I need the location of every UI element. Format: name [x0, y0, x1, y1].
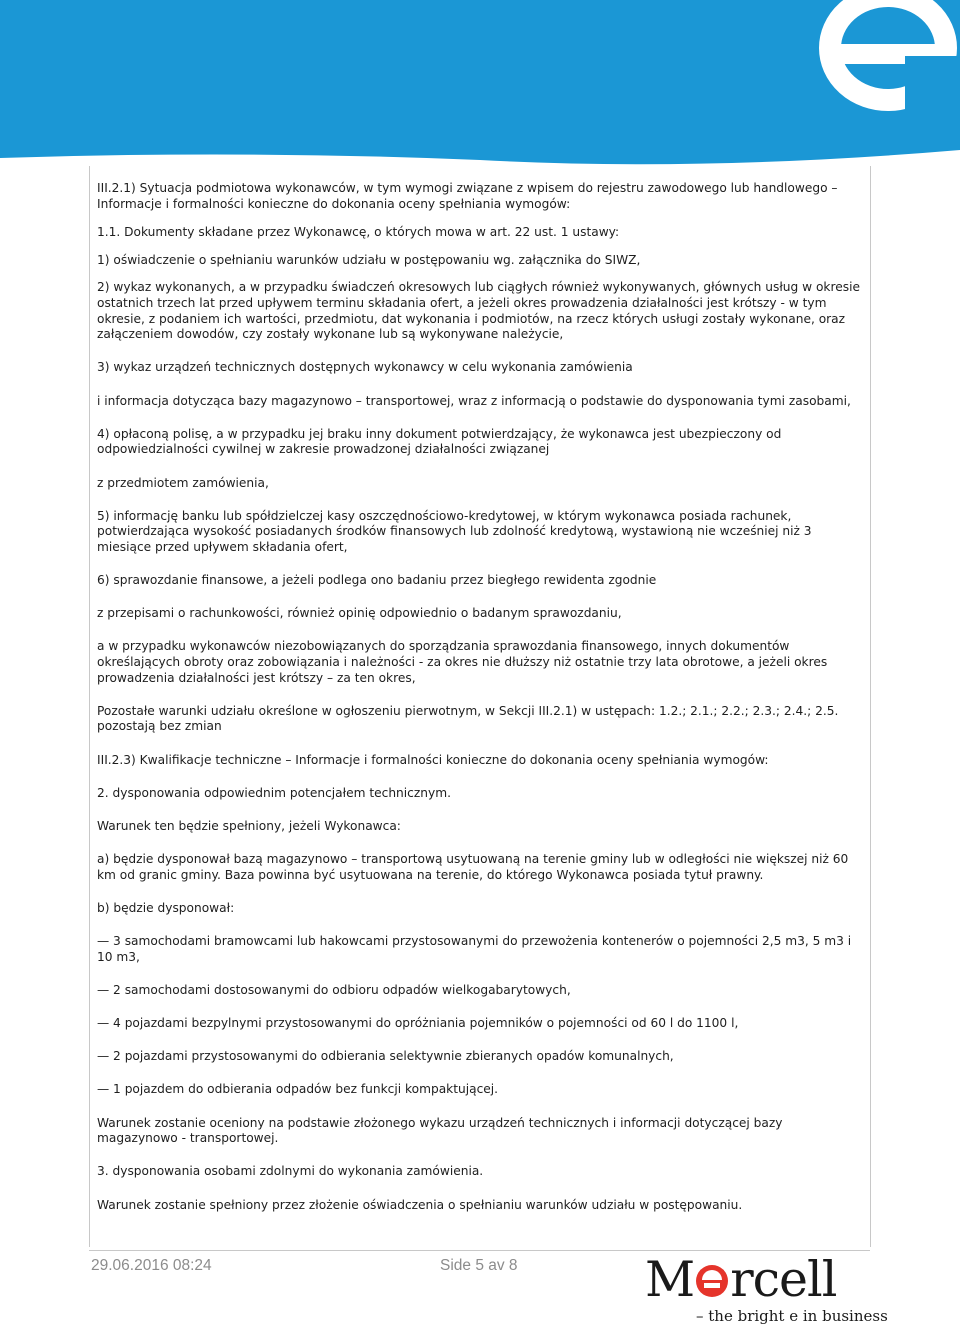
paragraph: Warunek zostanie spełniony przez złożenie oświadczenia o spełnianiu warunków udziału w postępowaniu.	[97, 1197, 743, 1212]
logo-text-right: rcell	[730, 1251, 837, 1308]
paragraph: a w przypadku wykonawców niezobowiązanych do sporządzania sprawozdania finansowego, innych dokumentów określających obroty oraz zobowiązania i należności - za okres nie dłuższy niż ostatnie trzy lata obrotowe, a jeżeli okres prowadzenia działalności jest krótszy – za ten okres,	[97, 639, 828, 685]
paragraph: a) będzie dysponował bazą magazynowo – transportową usytuowaną na terenie gminy lub w odległości nie większej niż 60 km od granic gminy. Baza powinna być usytuowana na terenie, do którego Wykonawca posiada tytuł prawny.	[97, 852, 849, 882]
paragraph: 5) informację banku lub spółdzielczej kasy oszczędnościowo-kredytowej, w którym wykonawca posiada rachunek, potwierdzająca wysokość posiadanych środków finansowych lub zdolność kredytową, wystawioną nie wcześniej niż 3 miesiące przed upływem składania ofert,	[97, 508, 812, 554]
paragraph: 2) wykaz wykonanych, a w przypadku świadczeń okresowych lub ciągłych również wykonywanych, głównych usług w okresie ostatnich trzech lat przed upływem terminu składania ofert, a jeżeli okres prowadzenia działalności jest krótszy - w tym okresie, z podaniem ich wartości, przedmiotu, dat wykonania i podmiotów, na rzecz których usługi zostały wykonane, oraz załączeniem dowodów, czy zostały wykonane lub są wykonywane należycie,	[97, 280, 860, 342]
paragraph: Warunek zostanie oceniony na podstawie złożonego wykazu urządzeń technicznych i informacji dotyczącej bazy magazynowo - transportowej.	[97, 1115, 783, 1146]
paragraph: Warunek ten będzie spełniony, jeżeli Wykonawca:	[97, 818, 401, 833]
logo-e-icon	[695, 1264, 729, 1298]
paragraph: Pozostałe warunki udziału określone w ogłoszeniu pierwotnym, w Sekcji III.2.1) w ustępach: 1.2.; 2.1.; 2.2.; 2.3.; 2.4.; 2.5. pozostają bez zmian	[97, 703, 839, 734]
paragraph: 6) sprawozdanie finansowe, a jeżeli podlega ono badaniu przez biegłego rewidenta zgodnie	[97, 573, 657, 588]
paragraph: z przepisami o rachunkowości, również opinię odpowiednio o badanym sprawozdaniu,	[97, 606, 622, 621]
paragraph: 4) opłaconą polisę, a w przypadku jej braku inny dokument potwierdzający, że wykonawca jest ubezpieczony od odpowiedzialności cywilnej w zakresie prowadzonej działalności związanej	[97, 426, 782, 457]
paragraph: 3. dysponowania osobami zdolnymi do wykonania zamówienia.	[97, 1164, 484, 1179]
footer-page-number: Side 5 av 8	[440, 1257, 518, 1274]
list-item: — 3 samochodami bramowcami lub hakowcami przystosowanymi do przewożenia kontenerów o pojemności 2,5 m3, 5 m3 i 10 m3,	[97, 934, 852, 964]
paragraph: b) będzie dysponował:	[97, 900, 235, 915]
paragraph: 3) wykaz urządzeń technicznych dostępnych wykonawcy w celu wykonania zamówienia	[97, 360, 633, 375]
paragraph: i informacja dotycząca bazy magazynowo – transportowej, wraz z informacją o podstawie do dysponowania tymi zasobami,	[97, 393, 851, 408]
document-body	[97, 181, 865, 1231]
company-logo	[645, 1251, 888, 1329]
list-item: — 1 pojazdem do odbierania odpadów bez funkcji kompaktującej.	[97, 1082, 499, 1097]
header-banner	[0, 0, 960, 170]
logo-tagline: – the bright e in business	[696, 1307, 888, 1325]
paragraph: 2. dysponowania odpowiednim potencjałem technicznym.	[97, 785, 451, 800]
paragraph: III.2.3) Kwalifikacje techniczne – Informacje i formalności konieczne do dokonania oceny spełniania wymogów:	[97, 752, 769, 767]
logo-wordmark	[645, 1252, 836, 1308]
paragraph: z przedmiotem zamówienia,	[97, 475, 269, 490]
list-item: — 2 samochodami dostosowanymi do odbioru odpadów wielkogabarytowych,	[97, 982, 571, 997]
paragraph: 1.1. Dokumenty składane przez Wykonawcę, o których mowa w art. 22 ust. 1 ustawy:	[97, 225, 620, 240]
list-item: — 2 pojazdami przystosowanymi do odbierania selektywnie zbieranych opadów komunalnych,	[97, 1049, 674, 1064]
paragraph: III.2.1) Sytuacja podmiotowa wykonawców, w tym wymogi związane z wpisem do rejestru zawodowego lub handlowego – Informacje i formalności konieczne do dokonania oceny spełniania wymogów:	[97, 181, 838, 211]
banner-graphic	[0, 0, 960, 170]
paragraph: 1) oświadczenie o spełnianiu warunków udziału w postępowaniu wg. załącznika do SIWZ,	[97, 252, 641, 267]
list-item: — 4 pojazdami bezpylnymi przystosowanymi do opróżniania pojemników o pojemności od 60 l do 1100 l,	[97, 1016, 739, 1031]
footer-date: 29.06.2016 08:24	[91, 1257, 212, 1274]
logo-text-left: M	[645, 1251, 695, 1308]
